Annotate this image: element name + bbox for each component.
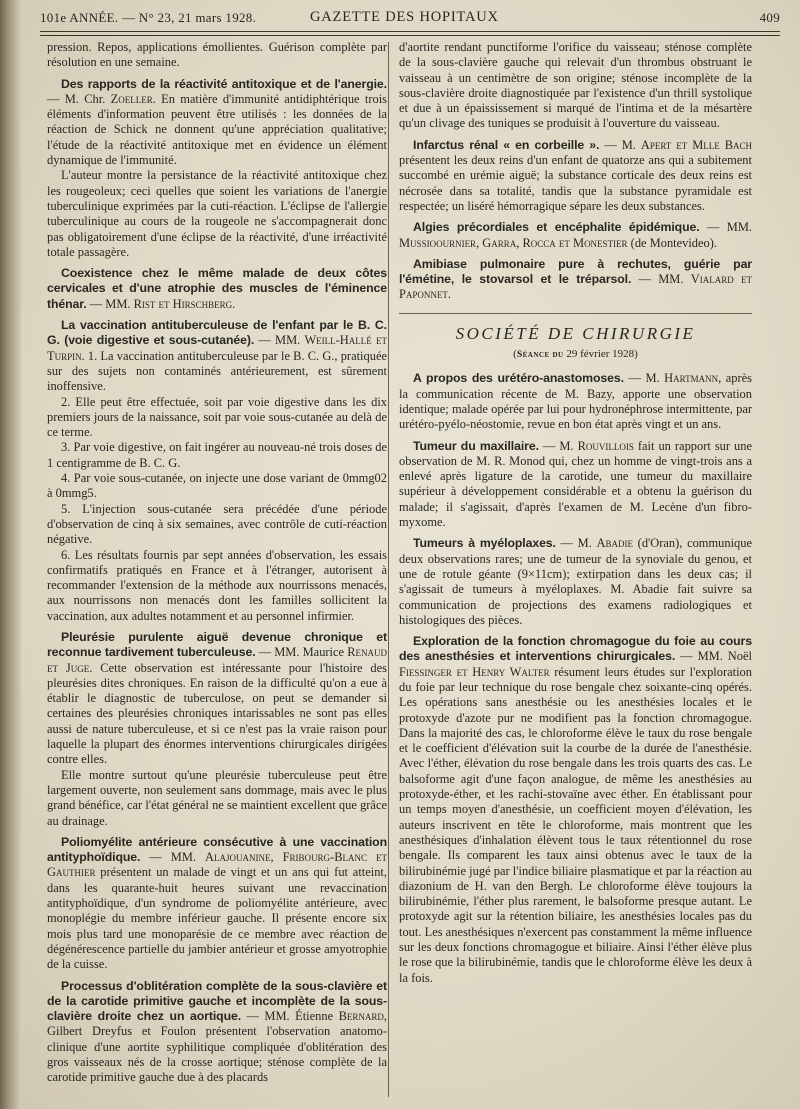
article-title: Tumeur du maxillaire. [413,438,539,453]
article-body: 2. Elle peut être effectuée, soit par voie digestive dans les dix premiers jours de la naissance, soit par voie sous-cutanée au delà de ce terme. [47,394,387,440]
article-body: . [447,287,452,302]
article-body: Elle montre surtout qu'une pleurésie tuberculeuse peut être largement ouverte, non seulement sans dommage, mais avec le plus grand bénéfice, car l'état général ne se maintient excellent que grâce au drainage. [47,767,387,828]
article-entry [399,220,752,251]
author-prefix: — MM. Noël [675,649,752,664]
article-entry [47,77,387,169]
left-column [47,40,387,1086]
article-entry [399,634,752,986]
author-names: Weill-Hallé et Turpin [47,333,387,363]
society-heading [399,313,752,364]
journal-title: GAZETTE DES HOPITAUX [310,9,499,25]
author-names: Mussioournier, Garra, Rocca et Monestier [399,235,628,250]
author-prefix: — MM. Maurice [255,645,348,660]
article-title: A propos des urétéro-anastomoses. [413,371,624,386]
author-prefix: — M. [623,371,665,386]
article-body: . Cette observation est intéressante pour l'histoire des pleurésies dites chroniques. En raison de la difficulté qu'on a eue à établir le diagnostic de tuberculose, on peut se demander si certaines des pleurésies chroniques intarissables ne sont pas elles aussi de nature tuberculeuse, et si ce n'est pas la vraie raison pour laquelle la plupart des énormes interventions chirurgicales dirigées contre elles. [47,660,387,767]
article-entry [47,318,387,394]
article-body: (de Montevideo). [627,235,718,250]
article-body: . En matière d'immunité antidiphtérique trois éléments d'information peuvent être utilisés : les données de la réaction de Schick ne donnent qu'une appréciation qualitative; l'étude de la réactivité antitoxique met en évidence un élément dynamique de l'immunité. [47,91,387,168]
author-prefix: — MM. [699,220,752,235]
paragraph [47,502,387,548]
article-entry [47,630,387,768]
article-title: Amibiase pulmonaire pure à rechutes, guérie par l'émétine, le stovarsol et le tréparsol. [399,256,752,287]
author-names: Zoeller [110,91,153,106]
article-entry [47,979,387,1086]
paragraph [47,768,387,829]
article-entry [399,371,752,432]
author-names: Fiessinger et Henry Walter [399,664,550,679]
author-prefix: — M. [599,137,641,152]
author-prefix: — M. [555,536,597,551]
article-title: Coexistence chez le même malade de deux côtes cervicales et d'une atrophie des muscles de l'éminence thénar. [47,266,387,311]
article-entry [399,257,752,303]
article-body: résument leurs études sur l'exploration du foie par leur technique du rose bengale chez soixante-cinq opérés. Les opérations sans anesthésie ou les anesthésies locales et le protoxyde d'azote pur ne modifient pas la fonction chromagogue. Dans la majorité des cas, le chloroforme élève le taux du rose bengale et le coefficient d'élévation suit la courbe de la durée de l'anesthésie. Avec l'éther, élévation du rose bengale dans les trois quarts des cas. Le balsoforme agit d'une façon analogue, de même les anesthésies au protoxyde-éther, et les rachi-stovaïne avec éther. En établissant pour un temps moyen d'anesthésie, un coefficient moyen d'élévation, les auteurs inscrivent en tête le chloroforme, mais montrent que les anesthésiques d'inhalation élèvent tous le taux rétentionnel du rose bengale. Ils comparent les taux ainsi obtenus avec le taux de la bilirubinémie jugé par l'indice biliaire plasmatique et par la réaction au diazonium de H. van den Bergh. Le chloroforme élève toujours la bilirubinémie, l'éther plus rarement, le balsoforme presque autant. Le protoxyde agit sur la rétention biliaire, les anesthésies locales pas du tout. Les anesthésiques n'exercent pas constamment la même influence sur les deux fonctions chromagogue et biliaire. Ainsi l'éther élève plus le rose que la bilirubinémie, tandis que le chloroforme élève les deux à la fois. [399,664,752,985]
issue-info: 101e ANNÉE. — N° 23, 21 mars 1928. [40,10,257,25]
article-title: Pleurésie purulente aiguë devenue chronique et reconnue tardivement tuberculeuse. [47,629,387,660]
article-body: , Gilbert Dreyfus et Foulon présentent l'observation anatomo-clinique d'une aortite syphilitique compliquée d'oblitération des gros vaisseaux nés de la crosse aortique; sténose complète de la carotide primitive gauche due à des placards [47,1009,388,1085]
session-date: (Séance du 29 février 1928) [513,348,638,361]
author-prefix: — M. Chr. [47,91,111,106]
right-column-reports [399,40,752,303]
paragraph [47,440,387,471]
article-body: présentent les deux reins d'un enfant de quatorze ans qui a subitement succombé en urémie aiguë; la substance corticale des deux reins est nécrosée dans sa totalité, tandis que la substance pyramidale est respectée; un liséré hémorragique sépare les deux substances. [399,153,752,213]
author-names: Rouvillois [577,438,634,453]
article-body: fait un rapport sur une observation de M. R. Monod qui, chez un homme de vingt-trois ans a enlevé après ligature de la carotide, une tumeur du maxillaire supérieur à développement considérable et a obtenu la guérison du malade; il s'agissait, d'après l'examen de M. Lecène d'un fibro-myxome. [399,438,753,530]
article-title: Poliomyélite antérieure consécutive à une vaccination antityphoïdique. [47,834,387,865]
right-column-society-reports [399,371,752,986]
article-body: 4. Par voie sous-cutanée, on injecte une dose variant de 0mmg02 à 0mmg5. [47,471,387,501]
paragraph [47,471,387,502]
article-body: . [232,296,236,311]
article-title: Tumeurs à myéloplaxes. [413,536,556,551]
author-prefix: — MM. Étienne [241,1009,339,1024]
article-body: L'auteur montre la persistance de la réactivité antitoxique chez les rougeoleux; ceci quelles que soient les variations de l'anergie tuberculinique exprimées par la cuti-réaction. L'éclipse de l'allergie tuberculinique au cours de la rougeole ne s'accompagnerait donc pas obligatoirement d'une éclipse de la réactivité, d'une irréactivité totale passagère. [47,168,387,259]
author-names: Bernard [338,1009,384,1024]
paragraph [47,168,387,260]
article-body: 6. Les résultats fournis par sept années d'observation, les essais confirmatifs pratiqués en France et à l'étranger, autorisent à recommander l'extension de la méthode aux nourrissons menacés, aux nourrissons non menacés dont les familles sollicitent la vaccination, aux adultes notamment et au personnel infirmier. [47,547,387,623]
article-entry [399,439,752,531]
paragraph [47,40,387,71]
right-column [399,40,752,986]
article-body: (d'Oran), communique deux observations rares; une de tumeur de la synoviale du genou, et une de rotule géante (9×11cm); extirpation dans les deux cas; il s'agissait de tumeurs à myéloplaxes. M. Abadie fait suivre sa communication de projections des examens radiologiques et histologiques des pièces. [399,536,753,627]
article-body: 5. L'injection sous-cutanée sera précédée d'une période d'observation de cinq à six semaines, avec contrôle de cuti-réaction négative. [47,501,387,547]
article-entry [399,536,752,628]
author-names: Abadie [596,536,633,551]
author-names: Alajouanine, Fribourg-Blanc et Gauthier [47,850,387,880]
header-rule-thin [40,35,780,36]
article-title: Exploration de la fonction chromagogue du foie au cours des anesthésies et interventions chirurgicales. [399,634,752,664]
column-divider [388,42,389,1097]
article-title: Infarctus rénal « en corbeille ». [413,137,600,152]
running-header [40,8,780,28]
page-number: 409 [759,10,780,25]
article-body: d'aortite rendant punctiforme l'orifice du vaisseau; sténose complète de la sous-clavière gauche qui relevait d'un thrombus obstruant le vaisseau à un centimètre de son origine; sténose incomplète de la sous-clavière droite diagnostiquée par l'existence d'un thrill systolique et due à un épaississement si marqué de l'intima et de la mésartère qu'un clivage des tuniques se produisit à l'ouverture du vaisseau. [399,40,752,131]
author-names: Hartmann [664,371,719,386]
article-title: Des rapports de la réactivité antitoxique et de l'anergie. [61,76,387,91]
author-prefix: — MM. [631,272,691,287]
article-body: . 1. La vaccination antituberculeuse par le B. C. G., pratiquée sur des sujets non contaminés antérieurement, est sûrement inoffensive. [47,348,387,394]
article-entry [399,138,752,214]
author-names: Vialard et Paponnet [399,272,752,302]
author-names: Rist et Hirschberg [133,296,233,311]
author-names: Apert et Mlle Bach [640,137,753,152]
page-binding-edge [0,0,22,1109]
author-prefix: — MM. [254,333,305,348]
society-title: SOCIÉTÉ DE CHIRURGIE [455,323,696,343]
author-prefix: — MM. [140,850,206,865]
article-title: Processus d'oblitération complète de la sous-clavière et de la carotide primitive gauche et incomplète de la sous-clavière droite chez un aortique. [47,978,387,1024]
article-entry [47,266,387,312]
author-prefix: — M. [538,438,578,453]
article-body: pression. Repos, applications émollientes. Guérison complète par résolution en une semaine. [47,40,387,70]
header-rule-thick [40,31,780,32]
paragraph [47,395,387,441]
author-names: Renaud et Juge [47,645,387,675]
article-entry [47,835,387,973]
article-title: Algies précordiales et encéphalite épidémique. [413,220,700,235]
paragraph [399,40,752,132]
paragraph [47,548,387,624]
article-body: 3. Par voie digestive, on fait ingérer au nouveau-né trois doses de 1 centigramme de B. C. G. [47,440,387,470]
article-body: , après la communication récente de M. Bazy, apporte une observation identique; malade opérée par lui pour hydronéphrose intermittente, par urétéro-pyélo-néostomie, revue en bon état après vingt et un ans. [399,371,752,432]
article-body: présentent un malade de vingt et un ans qui fut atteint, dans les quarante-huit heures suivant une revaccination antityphoïdique, d'un syndrome de poliomyélite antérieure, avec monoplégie du membre inférieur gauche. Il présente encore six mois plus tard une monoparésie de ce membre avec réaction de dégénérescence partielle du jambier antérieur et grosse amyotrophie de la cuisse. [47,865,387,972]
article-title: La vaccination antituberculeuse de l'enfant par le B. C. G. (voie digestive et sous-cutanée). [47,318,387,348]
author-prefix: — MM. [86,296,134,311]
